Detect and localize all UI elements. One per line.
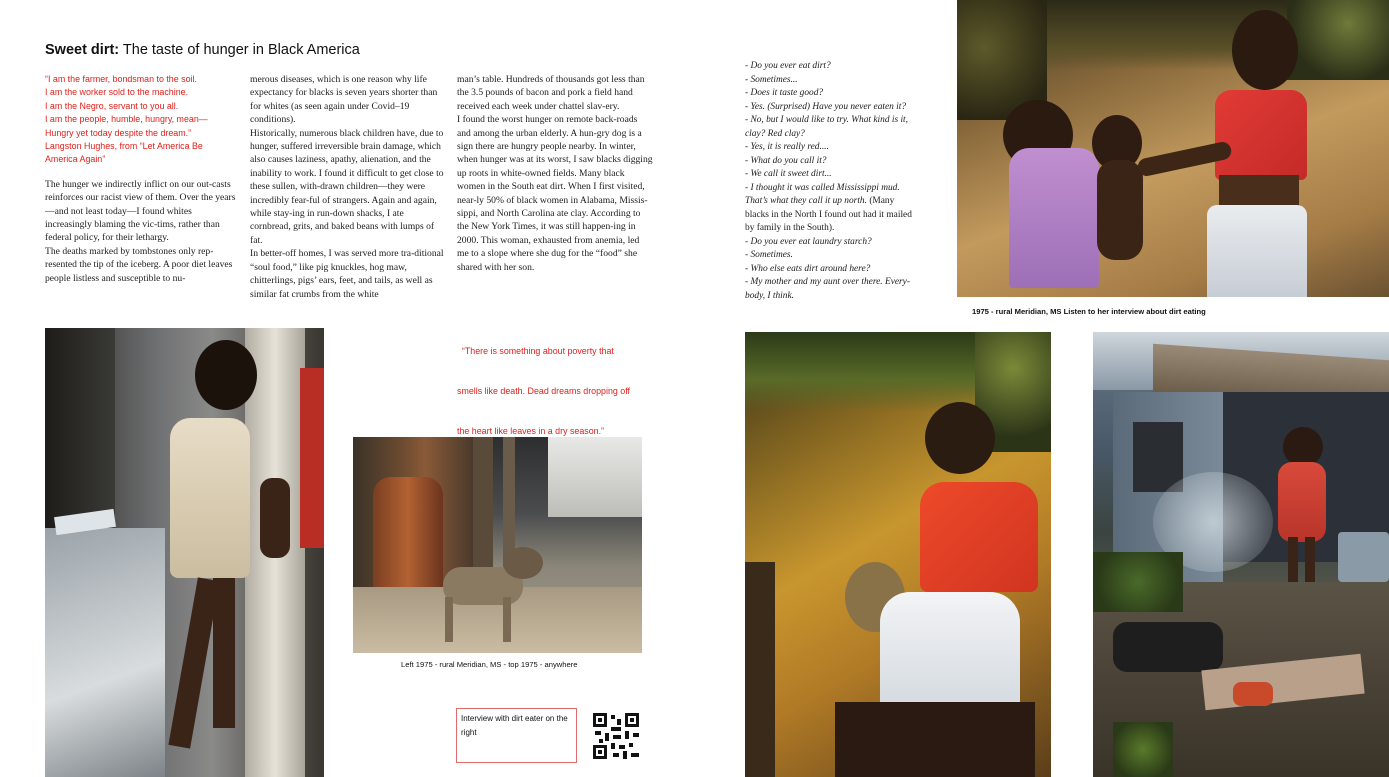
body-paragraph: I found the worst hunger on remote back-roads and among the urban elderly. A hun-gry dog is a sign there are hungry people nearby. In winter, when hunger was at its worst, I saw blacks digging up roots in white-owned fields. Many black women in the South eat dirt. When I first visited, near-ly 50% of black women in Alabama, Missis-sippi, and North Carolina ate clay. According to the New York Times, it was still happen-ing in 2000. This woman, exhausted from anemia, led me to a slope where she dug for the “food” she shared with her son.	[457, 114, 653, 273]
caption-top-right: 1975 - rural Meridian, MS Listen to her interview about dirt eating	[972, 307, 1206, 316]
interview-line: - We call it sweet dirt...	[745, 169, 832, 179]
interview-line: body, I think.	[745, 290, 794, 301]
body-paragraph: In better-off homes, I was served more tra-ditional “soul food,” like pig knuckles, hog maw, chitterlings, pigs’ ears, feet, and tails, as well as similar fat crumbs from the white	[250, 248, 444, 300]
epigraph-line: I am the people, humble, hungry, mean—	[45, 114, 208, 125]
body-paragraph: The hunger we indirectly inflict on our out-casts reinforces our racist view of them. Over the years—and not least today—I found whites increasingly blaming the vic-tims, rather than federal policy, for their lethargy.	[45, 178, 236, 244]
caption-dog-photo: Left 1975 - rural Meridian, MS - top 1975 - anywhere	[401, 660, 578, 669]
body-paragraph: merous diseases, which is one reason why life expectancy for blacks is seven years shorter than for whites (as seen again under Covid–19 conditions).	[250, 74, 438, 126]
interview-line: - Yes, it is really red....	[745, 142, 829, 152]
interview-line: - Who else eats dirt around here?	[745, 263, 871, 274]
title-bold: Sweet dirt:	[45, 42, 120, 58]
interview-line: by family in the South).	[745, 223, 835, 233]
epigraph-line: smells like death. Dead dreams dropping off	[457, 386, 630, 397]
interview-line: blacks in the North I found out had it mailed	[745, 209, 912, 220]
interview-line-italic: That’s what they call it up north.	[745, 196, 867, 206]
epigraph-line: “I am the farmer, bondsman to the soil.	[45, 74, 197, 84]
page-title	[45, 42, 360, 58]
photo-yard-with-smoke	[1093, 332, 1389, 777]
interview-line: - No, but I would like to try. What kind is it,	[745, 115, 909, 125]
interview-transcript	[745, 60, 945, 303]
interview-line: - I thought it was called Mississippi mud.	[745, 182, 900, 193]
interview-line: - What do you call it?	[745, 155, 827, 166]
epigraph-line: I am the worker sold to the machine.	[45, 87, 189, 98]
column-2	[250, 73, 446, 301]
body-paragraph: The deaths marked by tombstones only rep-resented the tip of the iceberg. A poor diet leaves people listless and susceptible to nu-	[45, 245, 233, 284]
interview-line: clay? Red clay?	[745, 128, 805, 139]
epigraph-line: America Again”	[45, 154, 106, 165]
photo-woman-at-clay-slope	[745, 332, 1051, 777]
epigraph-line: Hungry yet today despite the dream.”	[45, 127, 192, 138]
interview-line-upright: (Many	[866, 196, 895, 206]
interview-callout-box: Interview with dirt eater on the right	[456, 708, 577, 763]
interview-line: - Do you ever eat laundry starch?	[745, 236, 872, 247]
photo-woman-feeding-child	[957, 0, 1389, 297]
interview-line: - Yes. (Surprised) Have you never eaten it?	[745, 101, 907, 112]
body-paragraph: man’s table. Hundreds of thousands got less than the 3.5 pounds of bacon and pork a field hand received each week under chattel slav-ery.	[457, 74, 645, 112]
epigraph-line: Langston Hughes, from “Let America Be	[45, 141, 203, 152]
epigraph-line: the heart like leaves in a dry season.”	[457, 426, 605, 437]
qr-code[interactable]	[593, 713, 639, 759]
interview-line: - Do you ever eat dirt?	[745, 61, 831, 71]
column-3	[457, 73, 653, 274]
epigraph-hughes	[45, 73, 241, 167]
epigraph-line: “There is something about poverty that	[457, 345, 614, 356]
interview-line: - Sometimes.	[745, 250, 793, 260]
photo-dog-by-scrap	[353, 437, 642, 653]
photo-girl-in-doorway	[45, 328, 324, 777]
interview-line	[745, 195, 945, 209]
body-paragraph: Historically, numerous black children have, due to hunger, suffered irreversible brain damage, which also causes laziness, apathy, alienation, and the inability to work. I found it difficult to get close to these sullen, with-drawn children—they were incredibly fear-ful of strangers. Again and again, while stay-ing in run-down shacks, I ate cornbread, grits, and baked beans with lumps of fat.	[250, 127, 444, 246]
interview-line: - Sometimes...	[745, 74, 798, 85]
interview-line: - My mother and my aunt over there. Every-	[745, 277, 910, 287]
epigraph-line: I am the Negro, servant to you all.	[45, 100, 179, 111]
interview-line: - Does it taste good?	[745, 88, 824, 98]
title-rest: The taste of hunger in Black America	[119, 42, 360, 58]
column-1	[45, 73, 241, 285]
